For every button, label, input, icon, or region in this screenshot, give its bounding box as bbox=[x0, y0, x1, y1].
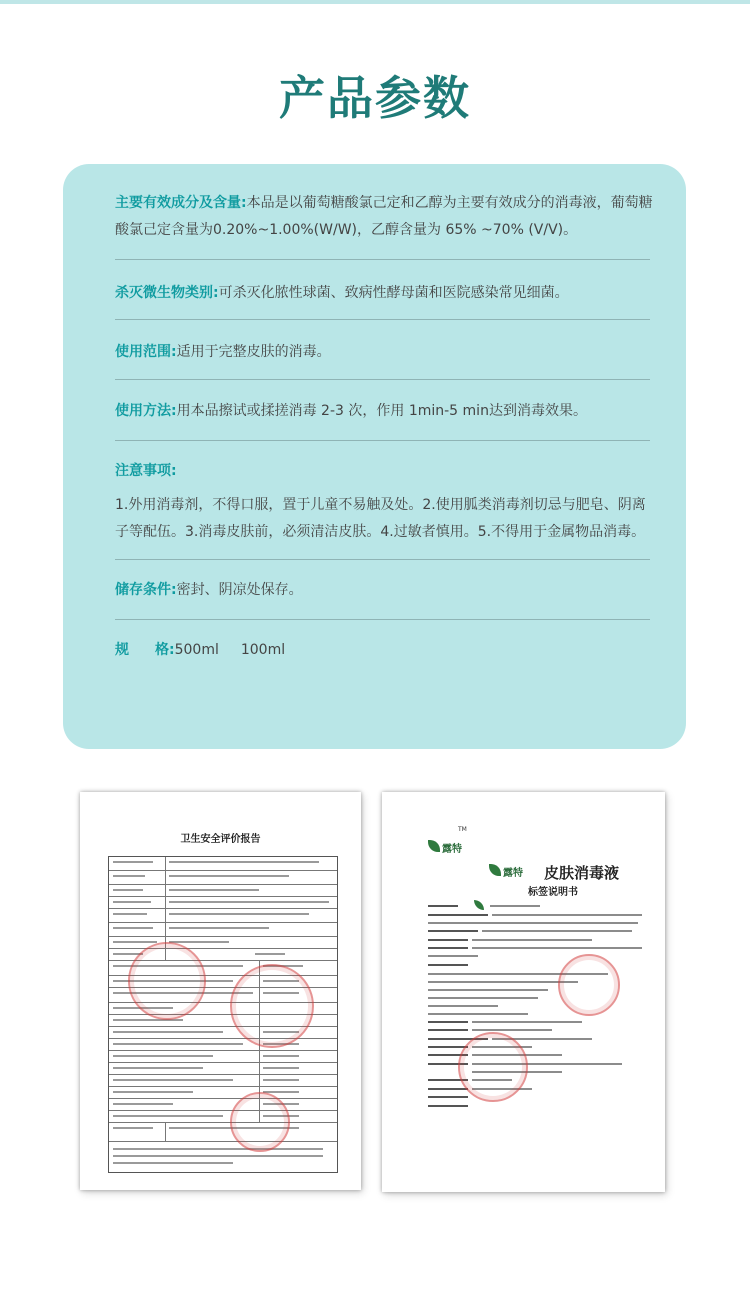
top-stripe bbox=[0, 0, 750, 4]
param-value: 适用于完整皮肤的消毒。 bbox=[176, 344, 331, 360]
param-active-ingredient bbox=[115, 190, 655, 244]
label-product-name: 皮肤消毒液 bbox=[544, 864, 620, 882]
param-value: 1.外用消毒剂，不得口服，置于儿童不易触及处。2.使用胍类消毒剂切忌与肥皂、阴离子等配伍。3.消毒皮肤前，必须清洁皮肤。4.过敏者慎用。5.不得用于金属物品消毒。 bbox=[115, 497, 646, 540]
param-value: 可杀灭化脓性球菌、致病性酵母菌和医院感染常见细菌。 bbox=[218, 285, 569, 301]
param-scope bbox=[115, 339, 655, 366]
red-stamp bbox=[230, 964, 314, 1048]
spec-key-a: 规 bbox=[115, 642, 129, 658]
parameters-card bbox=[63, 164, 686, 749]
trademark: TM bbox=[458, 826, 467, 833]
param-storage bbox=[115, 577, 655, 604]
param-usage bbox=[115, 398, 655, 425]
param-value: 用本品擦试或揉搓消毒 2-3 次，作用 1min-5 min达到消毒效果。 bbox=[176, 403, 587, 419]
red-stamp bbox=[458, 1032, 528, 1102]
spec-value-100: 100ml bbox=[240, 642, 286, 658]
param-key: 使用范围: bbox=[115, 344, 177, 360]
param-spec bbox=[115, 637, 655, 664]
param-key: 使用方法: bbox=[115, 403, 177, 419]
red-stamp bbox=[230, 1092, 290, 1152]
brand-leaf-icon bbox=[474, 900, 484, 910]
label-subtitle: 标签说明书 bbox=[528, 887, 578, 898]
product-label-image bbox=[382, 792, 665, 1192]
report-title: 卫生安全评价报告 bbox=[180, 834, 261, 845]
brand-leaf-icon bbox=[489, 864, 501, 876]
param-key: 注意事项: bbox=[115, 463, 177, 479]
param-value: 本品是以葡萄糖酸氯己定和乙醇为主要有效成分的消毒液，葡萄糖酸氯己定含量为0.20%~1.00%(W/W)，乙醇含量为 65% ~70% (V/V)。 bbox=[115, 195, 653, 238]
divider bbox=[115, 440, 650, 441]
divider bbox=[115, 259, 650, 260]
divider bbox=[115, 379, 650, 380]
spec-value-500: 500ml bbox=[174, 642, 219, 658]
brand-logo-small: 露特 bbox=[442, 844, 462, 855]
safety-report-image bbox=[80, 792, 361, 1190]
divider bbox=[115, 559, 650, 560]
brand-leaf-icon bbox=[428, 840, 440, 852]
divider bbox=[115, 319, 650, 320]
param-notes bbox=[115, 458, 655, 546]
param-key: 主要有效成分及含量: bbox=[115, 195, 247, 211]
param-microbes bbox=[115, 280, 655, 307]
param-key: 储存条件: bbox=[115, 582, 177, 598]
spec-key-b: 格: bbox=[155, 642, 175, 658]
brand-logo: 露特 bbox=[503, 868, 523, 879]
page-title: 产品参数 bbox=[279, 71, 471, 125]
param-value: 密封、阴凉处保存。 bbox=[176, 582, 303, 598]
red-stamp bbox=[128, 942, 206, 1020]
param-key: 杀灭微生物类别: bbox=[115, 285, 219, 301]
red-stamp bbox=[558, 954, 620, 1016]
divider bbox=[115, 619, 650, 620]
